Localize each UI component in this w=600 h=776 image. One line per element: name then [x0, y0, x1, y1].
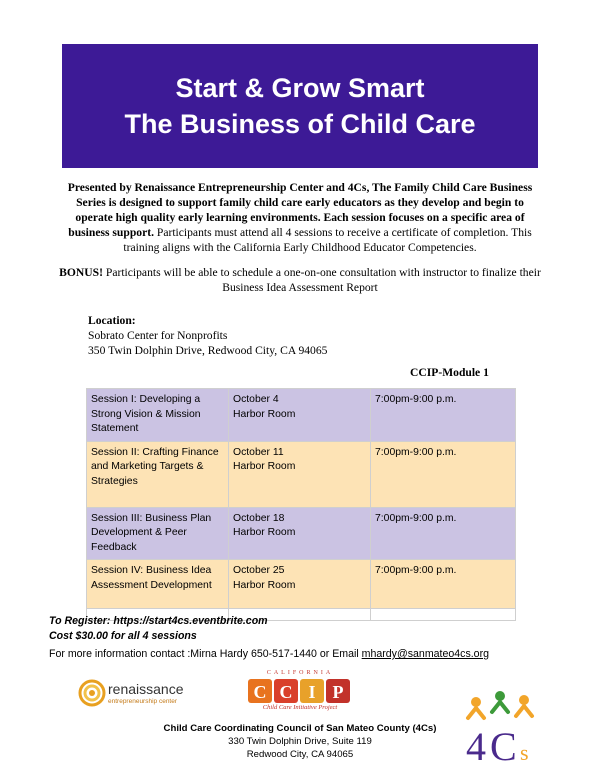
svg-text:P: P [332, 682, 344, 702]
session-date-room [229, 441, 371, 507]
location-venue: Sobrato Center for Nonprofits [88, 329, 228, 342]
session-room: Harbor Room [233, 579, 296, 591]
register-block [49, 614, 268, 644]
session-date-room [229, 389, 371, 442]
session-date-room [229, 507, 371, 560]
svg-text:4: 4 [466, 724, 486, 768]
renaissance-sub: entrepreneurship center [108, 698, 178, 705]
register-link[interactable]: To Register: https://start4cs.eventbrite.com [49, 615, 268, 627]
renaissance-name: renaissance [108, 681, 184, 697]
ccip-letters-icon [240, 678, 360, 704]
session-room: Harbor Room [233, 461, 296, 472]
svg-text:I: I [308, 682, 316, 702]
session-title: Session I: Developing a Strong Vision & Mission Statement [87, 389, 229, 442]
svg-text:s: s [520, 740, 529, 765]
session-date: October 18 [233, 512, 285, 524]
session-date: October 25 [233, 565, 285, 576]
bonus-label: BONUS! [59, 266, 103, 279]
renaissance-swirl-icon [78, 679, 106, 707]
session-date-room [229, 560, 371, 609]
sessions-table [86, 388, 516, 621]
footer-address-1: 330 Twin Dolphin Drive, Suite 119 [228, 736, 372, 747]
footer-address-2: Redwood City, CA 94065 [246, 749, 354, 760]
renaissance-logo [78, 678, 188, 708]
session-time: 7:00pm-9:00 p.m. [371, 507, 516, 560]
table-row [87, 560, 516, 609]
session-title: Session II: Crafting Finance and Marketing Targets & Strategies [87, 441, 229, 507]
contact-text: For more information contact :Mirna Hardy 650-517-1440 or Email [49, 648, 362, 660]
register-cost: Cost $30.00 for all 4 sessions [49, 630, 197, 642]
intro-regular-text: Participants must attend all 4 sessions to receive a certificate of completion. This training aligns with the California Early Childhood Educator Competencies. [123, 226, 532, 254]
session-time: 7:00pm-9:00 p.m. [371, 441, 516, 507]
session-title: Session IV: Business Idea Assessment Development [87, 560, 229, 609]
module-label: CCIP-Module 1 [410, 366, 489, 379]
intro-paragraph [58, 180, 542, 255]
ccip-california: CALIFORNIA [266, 670, 334, 676]
bonus-paragraph [40, 265, 560, 295]
bonus-text: Participants will be able to schedule a one-on-one consultation with instructor to finalize their Business Idea Assessment Report [102, 266, 541, 294]
location-block [88, 313, 327, 358]
footer [150, 722, 450, 761]
fourcs-people-icon [458, 688, 546, 768]
session-room: Harbor Room [233, 527, 296, 538]
session-room: Harbor Room [233, 408, 296, 420]
location-address: 350 Twin Dolphin Drive, Redwood City, CA 94065 [88, 344, 328, 357]
svg-text:C: C [279, 682, 293, 702]
empty-cell [371, 609, 516, 621]
session-date: October 11 [233, 446, 284, 458]
svg-text:C: C [490, 724, 517, 768]
intro-bold-text: Presented by Renaissance Entrepreneurship Center and 4Cs, The Family Child Care Business Series is designed to support family child care early educators as they develop and begin to operate high quality early learning environments. Each session focuses on a specific area of business support. [67, 181, 533, 239]
contact-line [49, 648, 489, 660]
contact-email-link[interactable]: mhardy@sanmateo4cs.org [361, 648, 489, 660]
session-time: 7:00pm-9:00 p.m. [371, 389, 516, 442]
title-line-2: The Business of Child Care [124, 109, 476, 139]
footer-org: Child Care Coordinating Council of San Mateo County (4Cs) [163, 723, 437, 734]
ccip-logo [240, 670, 360, 714]
table-row [87, 507, 516, 560]
session-time: 7:00pm-9:00 p.m. [371, 560, 516, 609]
title-banner [62, 44, 538, 168]
table-row [87, 389, 516, 442]
session-date: October 4 [233, 394, 279, 405]
title-line-1: Start & Grow Smart [175, 73, 425, 103]
location-label: Location: [88, 314, 136, 327]
session-title: Session III: Business Plan Development & Peer Feedback [87, 507, 229, 560]
table-row [87, 441, 516, 507]
ccip-tagline: Child Care Initiative Project [262, 704, 338, 711]
fourcs-logo [458, 688, 546, 768]
svg-text:C: C [253, 682, 267, 702]
